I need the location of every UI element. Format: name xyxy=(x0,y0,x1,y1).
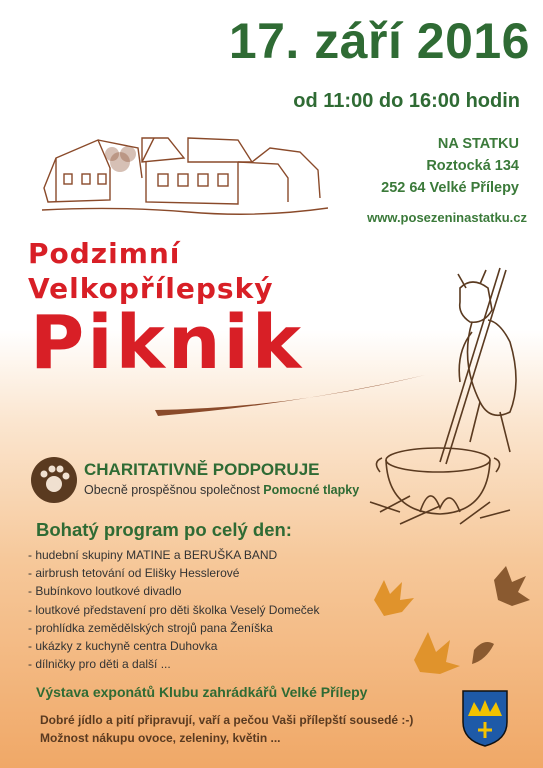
event-hours: od 11:00 do 16:00 hodin xyxy=(293,90,520,112)
autumn-leaves-icon xyxy=(354,560,534,680)
paw-logo-icon xyxy=(30,456,78,504)
exhibition-text: Výstava exponátů Klubu zahrádkářů Velké Přílepy xyxy=(36,684,368,700)
village-coat-of-arms-icon xyxy=(460,688,510,748)
list-item: - airbrush tetování od Elišky Hesslerové xyxy=(28,566,240,581)
list-item: - hudební skupiny MATINE a BERUŠKA BAND xyxy=(28,548,278,562)
list-item: - dílničky pro děti a další ... xyxy=(28,657,171,672)
program-heading: Bohatý program po celý den: xyxy=(36,519,292,540)
footer-line-2: Možnost nákupu ovoce, zeleniny, květin ... xyxy=(40,731,281,745)
charity-text xyxy=(84,483,359,497)
list-item: - ukázky z kuchyně centra Duhovka xyxy=(28,639,218,654)
title-line-2: Velkopřílepský xyxy=(28,272,274,305)
charity-organization: Pomocné tlapky xyxy=(263,483,360,497)
address-line-2: Roztocká 134 xyxy=(426,158,519,174)
event-date: 17. září 2016 xyxy=(228,13,530,69)
website-link[interactable]: www.posezeninastatku.cz xyxy=(367,210,527,225)
charity-prefix: Obecně prospěšnou společnost xyxy=(84,483,264,497)
charity-heading: CHARITATIVNĚ PODPORUJE xyxy=(84,460,320,479)
title-line-3: Piknik xyxy=(30,300,305,386)
title-line-1: Podzimní xyxy=(28,237,181,270)
program-list xyxy=(28,546,319,673)
list-item: - loutkové představení pro děti školka Veselý Domeček xyxy=(28,602,320,617)
address-line-1: NA STATKU xyxy=(437,136,519,152)
list-item: - Bubínkovo loutkové divadlo xyxy=(28,584,182,599)
footer-line-1: Dobré jídlo a pití připravují, vaří a pečou Vaši přílepští sousedé :-) xyxy=(40,713,414,727)
goat-stirring-cauldron xyxy=(360,262,530,532)
address-line-3: 252 64 Velké Přílepy xyxy=(381,180,519,196)
list-item: - prohlídka zemědělských strojů pana Ženíška xyxy=(28,620,273,635)
farmhouse-illustration xyxy=(38,118,328,218)
